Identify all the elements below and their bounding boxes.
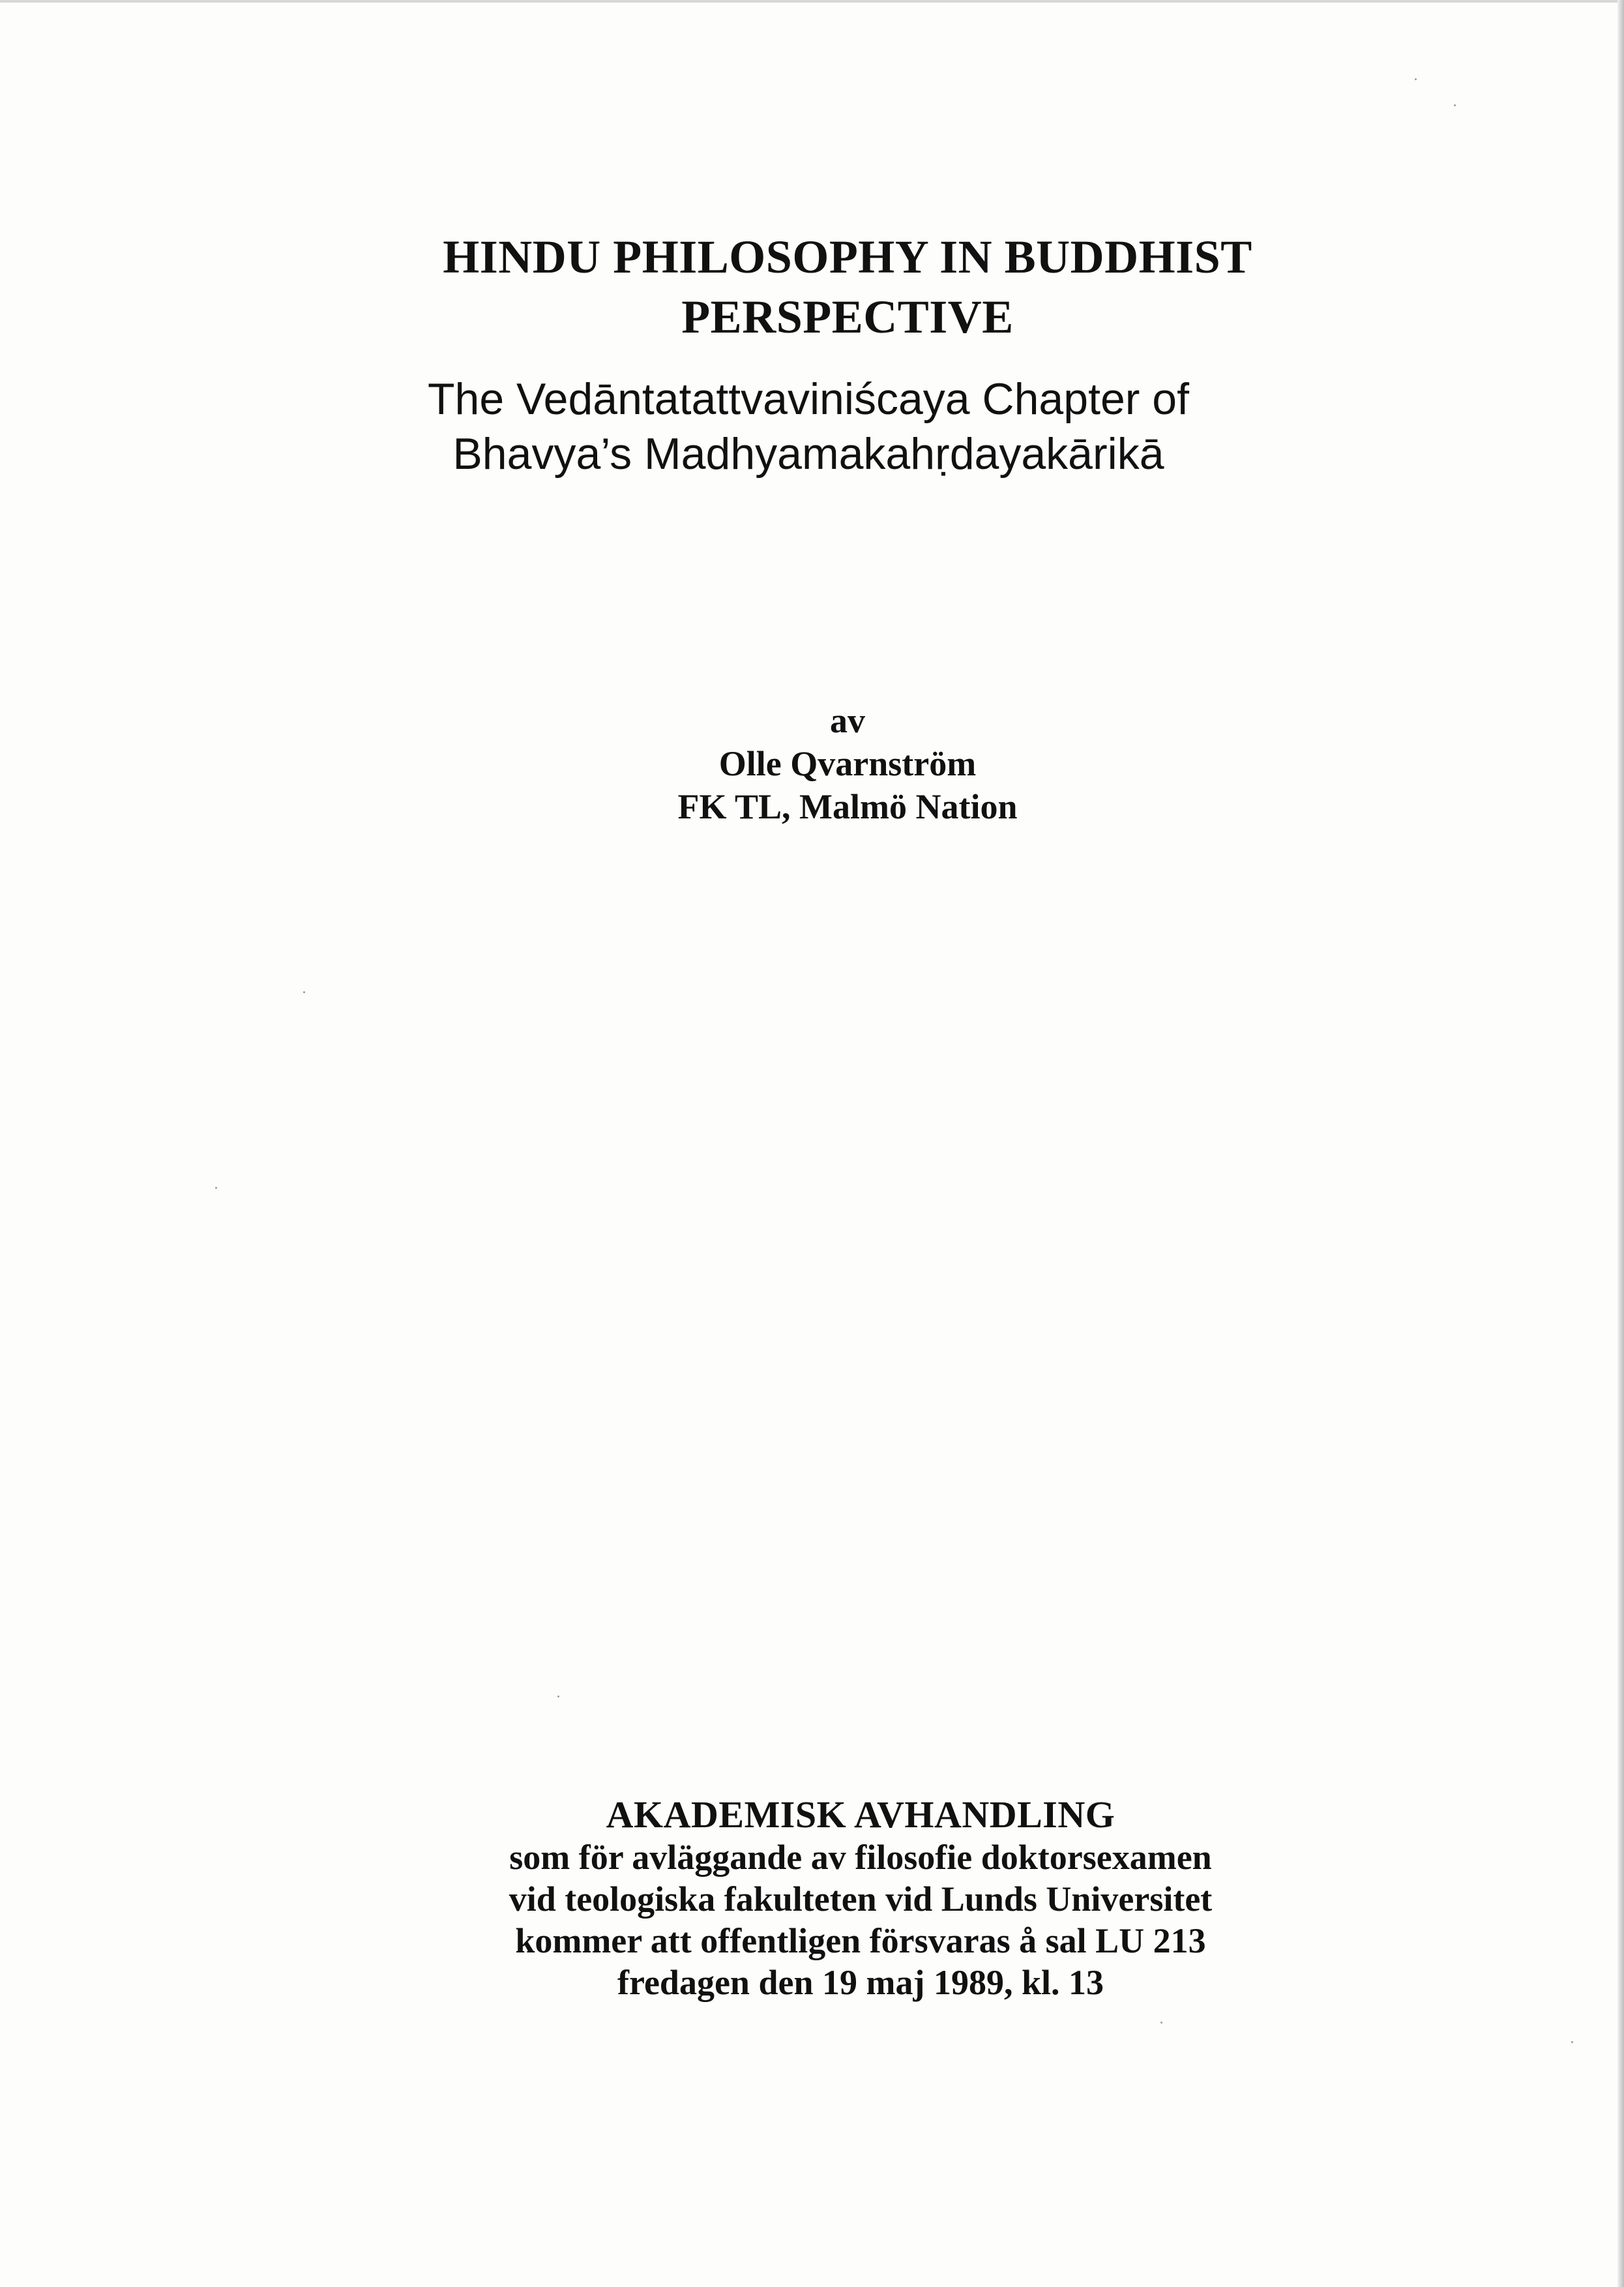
thesis-line-1: som för avläggande av filosofie doktorsexamen (509, 1838, 1212, 1877)
author-name: Olle Qvarnström (718, 744, 977, 783)
title-line-2: PERSPECTIVE (681, 291, 1014, 343)
subtitle-line-2: Bhavya’s Madhyamakahṛdayakārikā (452, 429, 1164, 479)
author-block (587, 699, 1108, 828)
author-by: av (830, 701, 865, 740)
scan-speck (1415, 78, 1417, 80)
scan-speck (1571, 2041, 1573, 2043)
title-line-1: HINDU PHILOSOPHY IN BUDDHIST (443, 231, 1252, 283)
title-block (417, 227, 1278, 347)
thesis-block (417, 1793, 1304, 2003)
author-affiliation: FK TL, Malmö Nation (677, 787, 1018, 826)
scan-speck (1454, 104, 1456, 106)
scan-speck (303, 991, 305, 993)
scan-speck (557, 1696, 559, 1697)
subtitle-line-1: The Vedāntatattvaviniścaya Chapter of (427, 374, 1190, 424)
scan-speck (215, 1187, 217, 1189)
thesis-line-2: vid teologiska fakulteten vid Lunds Universitet (509, 1879, 1213, 1919)
thesis-line-3: kommer att offentligen försvaras å sal LU 213 (515, 1921, 1206, 1960)
scan-top-edge (0, 0, 1624, 3)
thesis-heading: AKADEMISK AVHANDLING (606, 1793, 1115, 1836)
subtitle-block (378, 372, 1239, 481)
scan-right-edge (1617, 0, 1624, 2287)
thesis-line-4: fredagen den 19 maj 1989, kl. 13 (617, 1963, 1104, 2002)
scan-speck (1160, 2022, 1162, 2024)
